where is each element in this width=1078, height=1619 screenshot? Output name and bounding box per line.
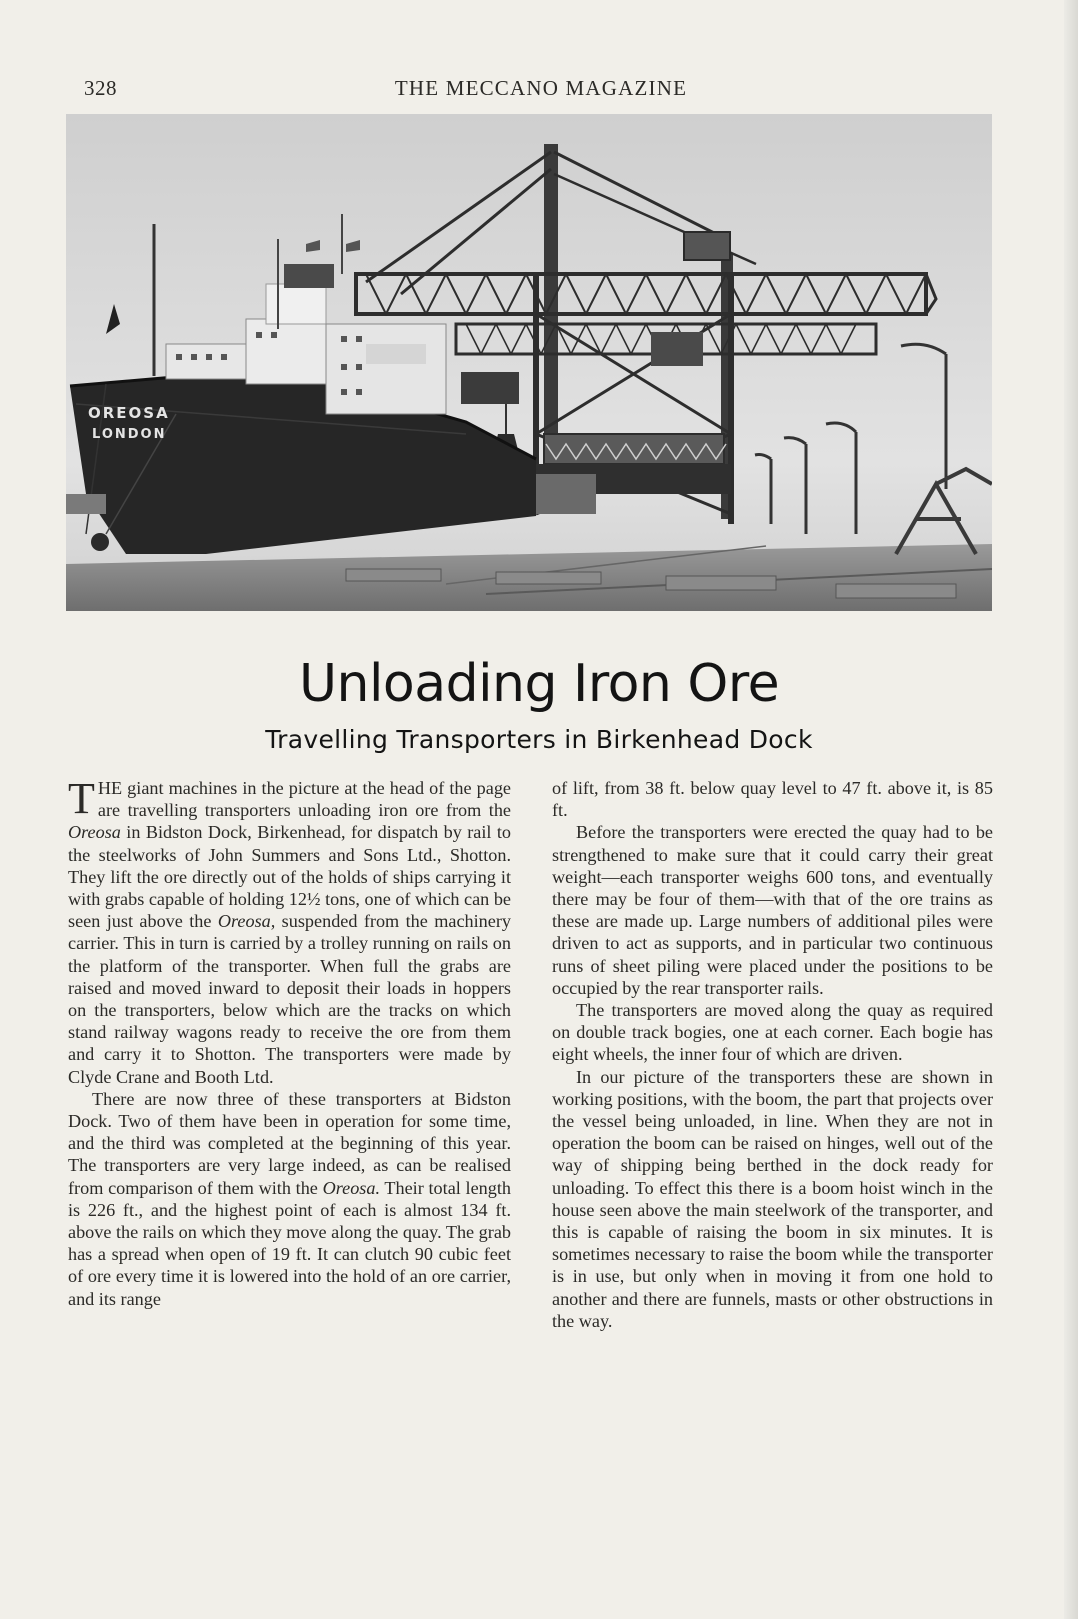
article-photo (66, 114, 992, 611)
drop-cap: T (68, 774, 95, 823)
article-subtitle: Travelling Transporters in Birkenhead Dock (265, 725, 813, 754)
right-column (552, 777, 993, 1332)
text-run: suspended from the machinery carrier. This in turn is carried by a trolley running on rails on the platform of the transporter. When full the grabs are raised and moved inward to deposit their loads in hoppers on the transporters, below which are the tracks on which stand railway wagons ready to receive the ore from them and carry it to Shotton. The transporters were made by Clyde Crane and Booth Ltd. (68, 911, 511, 1087)
ship-name-italic: Oreosa. (322, 1177, 381, 1198)
text-run: HE giant machines in the picture at the head of the page are travelling transporters unloading iron ore from the (97, 778, 511, 821)
ship-name-line2: LONDON (92, 427, 167, 442)
page-number: 328 (84, 76, 117, 100)
paragraph: Before the transporters were erected the quay had to be strengthened to make sure that it could carry their great weight—each transporter weighs 600 tons, and eventually there may be four of them—with that of the ore trains as these are made up. Large numbers of additional piles were driven to act as supports, and in particular two continuous runs of sheet piling were placed under the positions to be occupied by the rear transporter rails. (552, 822, 993, 998)
text-run: There are now three of these transporters at Bidston Dock. Two of them have been in operation for some time, and the third was completed at the beginning of this year. The transporters are very large indeed, as can be realised from comparison of them with the (68, 1088, 511, 1198)
text-run: Their total length is 226 ft., and the highest point of each is almost 134 ft. above the rails on which they move along the quay. The grab has a spread when open of 19 ft. It can clutch 90 cubic feet of ore every time it is lowered into the hold of an ore carrier, and its range (68, 1177, 512, 1309)
article-title: Unloading Iron Ore (298, 654, 780, 714)
text-run: in Bidston Dock, Birkenhead, for dispatch by rail to the steelworks of John Summers and Sons Ltd., Shotton. They lift the ore directly out of the holds of ships carrying it with grabs capable of holding 12½ tons, one of which can be seen just above the (68, 822, 511, 932)
paragraph: The transporters are moved along the quay as required on double track bogies, one at each corner. Each bogie has eight wheels, the inner four of which are driven. (552, 1000, 993, 1065)
paragraph (68, 1088, 511, 1310)
ship-name-line1: OREOSA (88, 404, 170, 422)
ship-name-italic: Oreosa (68, 822, 121, 843)
paragraph: of lift, from 38 ft. below quay level to 47 ft. above it, is 85 ft. (552, 778, 993, 821)
left-column (68, 774, 512, 1310)
magazine-title: THE MECCANO MAGAZINE (394, 76, 688, 100)
paragraph (68, 774, 511, 1088)
page-header (84, 74, 998, 104)
paragraph: In our picture of the transporters these are shown in working positions, with the boom, the part that projects over the vessel being unloaded, in line. When they are not in operation the boom can be raised on hinges, well out of the way of shipping being berthed in the dock ready for unloading. To effect this there is a boom hoist winch in the house seen above the main steelwork of the transporter, and this is capable of raising the boom in six minutes. It is sometimes necessary to raise the boom while the transporter is in use, but only when in moving it from one hold to another and there are funnels, masts or other obstructions in the way. (552, 1066, 993, 1331)
page-edge (1064, 0, 1078, 1619)
ship-name-italic: Oreosa, (217, 911, 276, 932)
